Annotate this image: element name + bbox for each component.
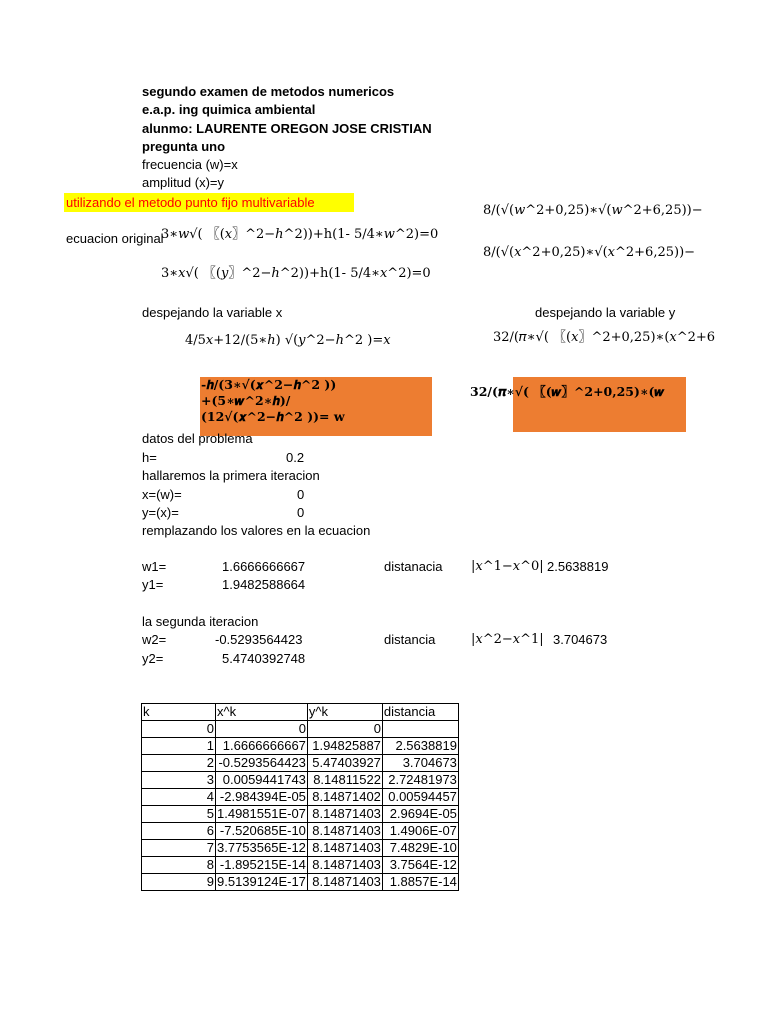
cell-xk: 1.4981551E-07 <box>217 806 306 821</box>
replace-label: remplazando los valores en la ecuacion <box>142 523 371 538</box>
distance-2-label: distancia <box>384 632 436 647</box>
cell-k: 6 <box>142 823 216 840</box>
table-row <box>142 806 459 823</box>
header-distance: distancia <box>382 704 458 721</box>
y-formula: 32/(𝜋∗√( 〖(𝑥〗^2+0,25)∗(𝑥^2+6 <box>493 330 716 345</box>
distance-2-formula: |𝑥^2−𝑥^1| <box>471 632 544 647</box>
distance-1-value: 2.5638819 <box>547 559 609 574</box>
y0-label: y=(x)= <box>142 505 179 520</box>
title-line-1: segundo examen de metodos numericos <box>142 84 395 99</box>
cell-xk: 9.5139124E-17 <box>217 874 306 889</box>
cell-distance: 2.9694E-05 <box>382 806 458 823</box>
w1-label: w1= <box>142 559 167 574</box>
cell-k: 5 <box>142 806 216 823</box>
cell-k: 9 <box>142 874 216 891</box>
table-row <box>142 755 459 772</box>
cell-yk: 8.14871403 <box>307 874 382 891</box>
first-iteration-title: hallaremos la primera iteracion <box>142 468 320 483</box>
cell-xk: 0 <box>216 721 308 738</box>
y2-value: 5.4740392748 <box>222 651 306 666</box>
table-row <box>142 789 459 806</box>
table-header-row <box>142 704 459 721</box>
box-w-line-2: +(𝟓∗𝒘^𝟐∗𝒉)/ <box>201 393 291 408</box>
title-line-4: pregunta uno <box>142 139 226 154</box>
table-row <box>142 738 459 755</box>
y0-value: 0 <box>297 505 305 520</box>
cell-yk: 8.14871403 <box>307 806 382 823</box>
table-row <box>142 857 459 874</box>
header-xk: x^k <box>216 704 308 721</box>
data-title: datos del problema <box>142 431 253 446</box>
cell-distance: 1.4906E-07 <box>382 823 458 840</box>
cell-xk: -1.895215E-14 <box>216 857 308 874</box>
cell-yk: 8.14871403 <box>307 840 382 857</box>
table-row <box>142 823 459 840</box>
cell-k: 7 <box>142 840 216 857</box>
cell-k: 4 <box>142 789 216 806</box>
equation-right-1: 8/(√(𝑤^2+0,25)∗√(𝑤^2+6,25))− <box>483 203 703 218</box>
h-label: h= <box>142 450 157 465</box>
x0-label: x=(w)= <box>142 487 182 502</box>
frequency-label: frecuencia (w)=x <box>142 157 238 172</box>
cell-xk: 3.7753565E-12 <box>217 840 306 855</box>
equation-1: 3∗𝑤√( 〖(𝑥〗^2−ℎ^2))+h(1- 5/4∗𝑤^2)=0 <box>161 227 439 242</box>
cell-yk: 8.14871403 <box>307 823 382 840</box>
x-formula: 4/5𝑥+12/(5∗ℎ) √(𝑦^2−ℎ^2 )=𝑥 <box>185 333 391 348</box>
title-line-2: e.a.p. ing quimica ambiental <box>142 102 316 117</box>
x0-value: 0 <box>297 487 305 502</box>
cell-distance <box>382 721 458 738</box>
y1-value: 1.9482588664 <box>222 577 306 592</box>
cell-yk: 8.14871403 <box>307 857 382 874</box>
cell-yk: 8.14811522 <box>307 772 382 789</box>
y2-label: y2= <box>142 651 164 666</box>
cell-k: 1 <box>142 738 216 755</box>
cell-distance: 0.00594457 <box>382 789 458 806</box>
original-equation-label: ecuacion original <box>66 231 164 246</box>
cell-k: 0 <box>142 721 216 738</box>
cell-distance: 2.72481973 <box>382 772 458 789</box>
table-row <box>142 874 459 891</box>
cell-xk: -7.520685E-10 <box>216 823 308 840</box>
distance-1-label: distanacia <box>384 559 443 574</box>
cell-distance: 3.704673 <box>382 755 458 772</box>
header-yk: y^k <box>307 704 382 721</box>
cell-distance: 1.8857E-14 <box>382 874 458 891</box>
cell-xk: -2.984394E-05 <box>216 789 308 806</box>
cell-distance: 2.5638819 <box>382 738 458 755</box>
table-row <box>142 721 459 738</box>
cell-xk: -0.5293564423 <box>216 755 308 772</box>
cell-yk: 0 <box>307 721 382 738</box>
cell-yk: 5.47403927 <box>307 755 382 772</box>
cell-xk: 1.6666666667 <box>216 738 308 755</box>
method-note: utilizando el metodo punto fijo multivariable <box>66 195 315 210</box>
box-y-line-1: 32/(𝝅∗√( 〖(𝒘〗^𝟐+0,25)∗(𝒘 <box>470 384 665 399</box>
second-iteration-title: la segunda iteracion <box>142 614 259 629</box>
cell-k: 2 <box>142 755 216 772</box>
h-value: 0.2 <box>286 450 305 465</box>
box-w-line-3: (𝟏𝟐√(𝒙^𝟐−𝒉^𝟐 ))= 𝐰 <box>201 409 345 424</box>
cell-yk: 8.14871402 <box>307 789 382 806</box>
equation-2: 3∗𝑥√( 〖(𝑦〗^2−ℎ^2))+h(1- 5/4∗𝑥^2)=0 <box>161 266 431 281</box>
w2-value: -0.5293564423 <box>215 632 303 647</box>
w1-value: 1.6666666667 <box>222 559 306 574</box>
amplitude-label: amplitud (x)=y <box>142 175 224 190</box>
w2-label: w2= <box>142 632 167 647</box>
cell-yk: 1.94825887 <box>307 738 382 755</box>
distance-2-value: 3.704673 <box>553 632 608 647</box>
box-w-line-1: -𝒉/(𝟑∗√(𝒙^𝟐−𝒉^𝟐 )) <box>201 377 337 392</box>
table-row <box>142 772 459 789</box>
cell-distance: 7.4829E-10 <box>382 840 458 857</box>
solve-y-label: despejando la variable y <box>535 305 676 320</box>
y1-label: y1= <box>142 577 164 592</box>
header-k: k <box>142 704 216 721</box>
title-line-3: alunmo: LAURENTE OREGON JOSE CRISTIAN <box>142 121 432 136</box>
cell-distance: 3.7564E-12 <box>382 857 458 874</box>
iteration-table <box>141 703 459 891</box>
cell-k: 3 <box>142 772 216 789</box>
equation-right-2: 8/(√(𝑥^2+0,25)∗√(𝑥^2+6,25))− <box>483 245 696 260</box>
solve-x-label: despejando la variable x <box>142 305 283 320</box>
distance-1-formula: |𝑥^1−𝑥^0| <box>471 559 544 574</box>
table-row <box>142 840 459 857</box>
cell-xk: 0.0059441743 <box>216 772 308 789</box>
cell-k: 8 <box>142 857 216 874</box>
